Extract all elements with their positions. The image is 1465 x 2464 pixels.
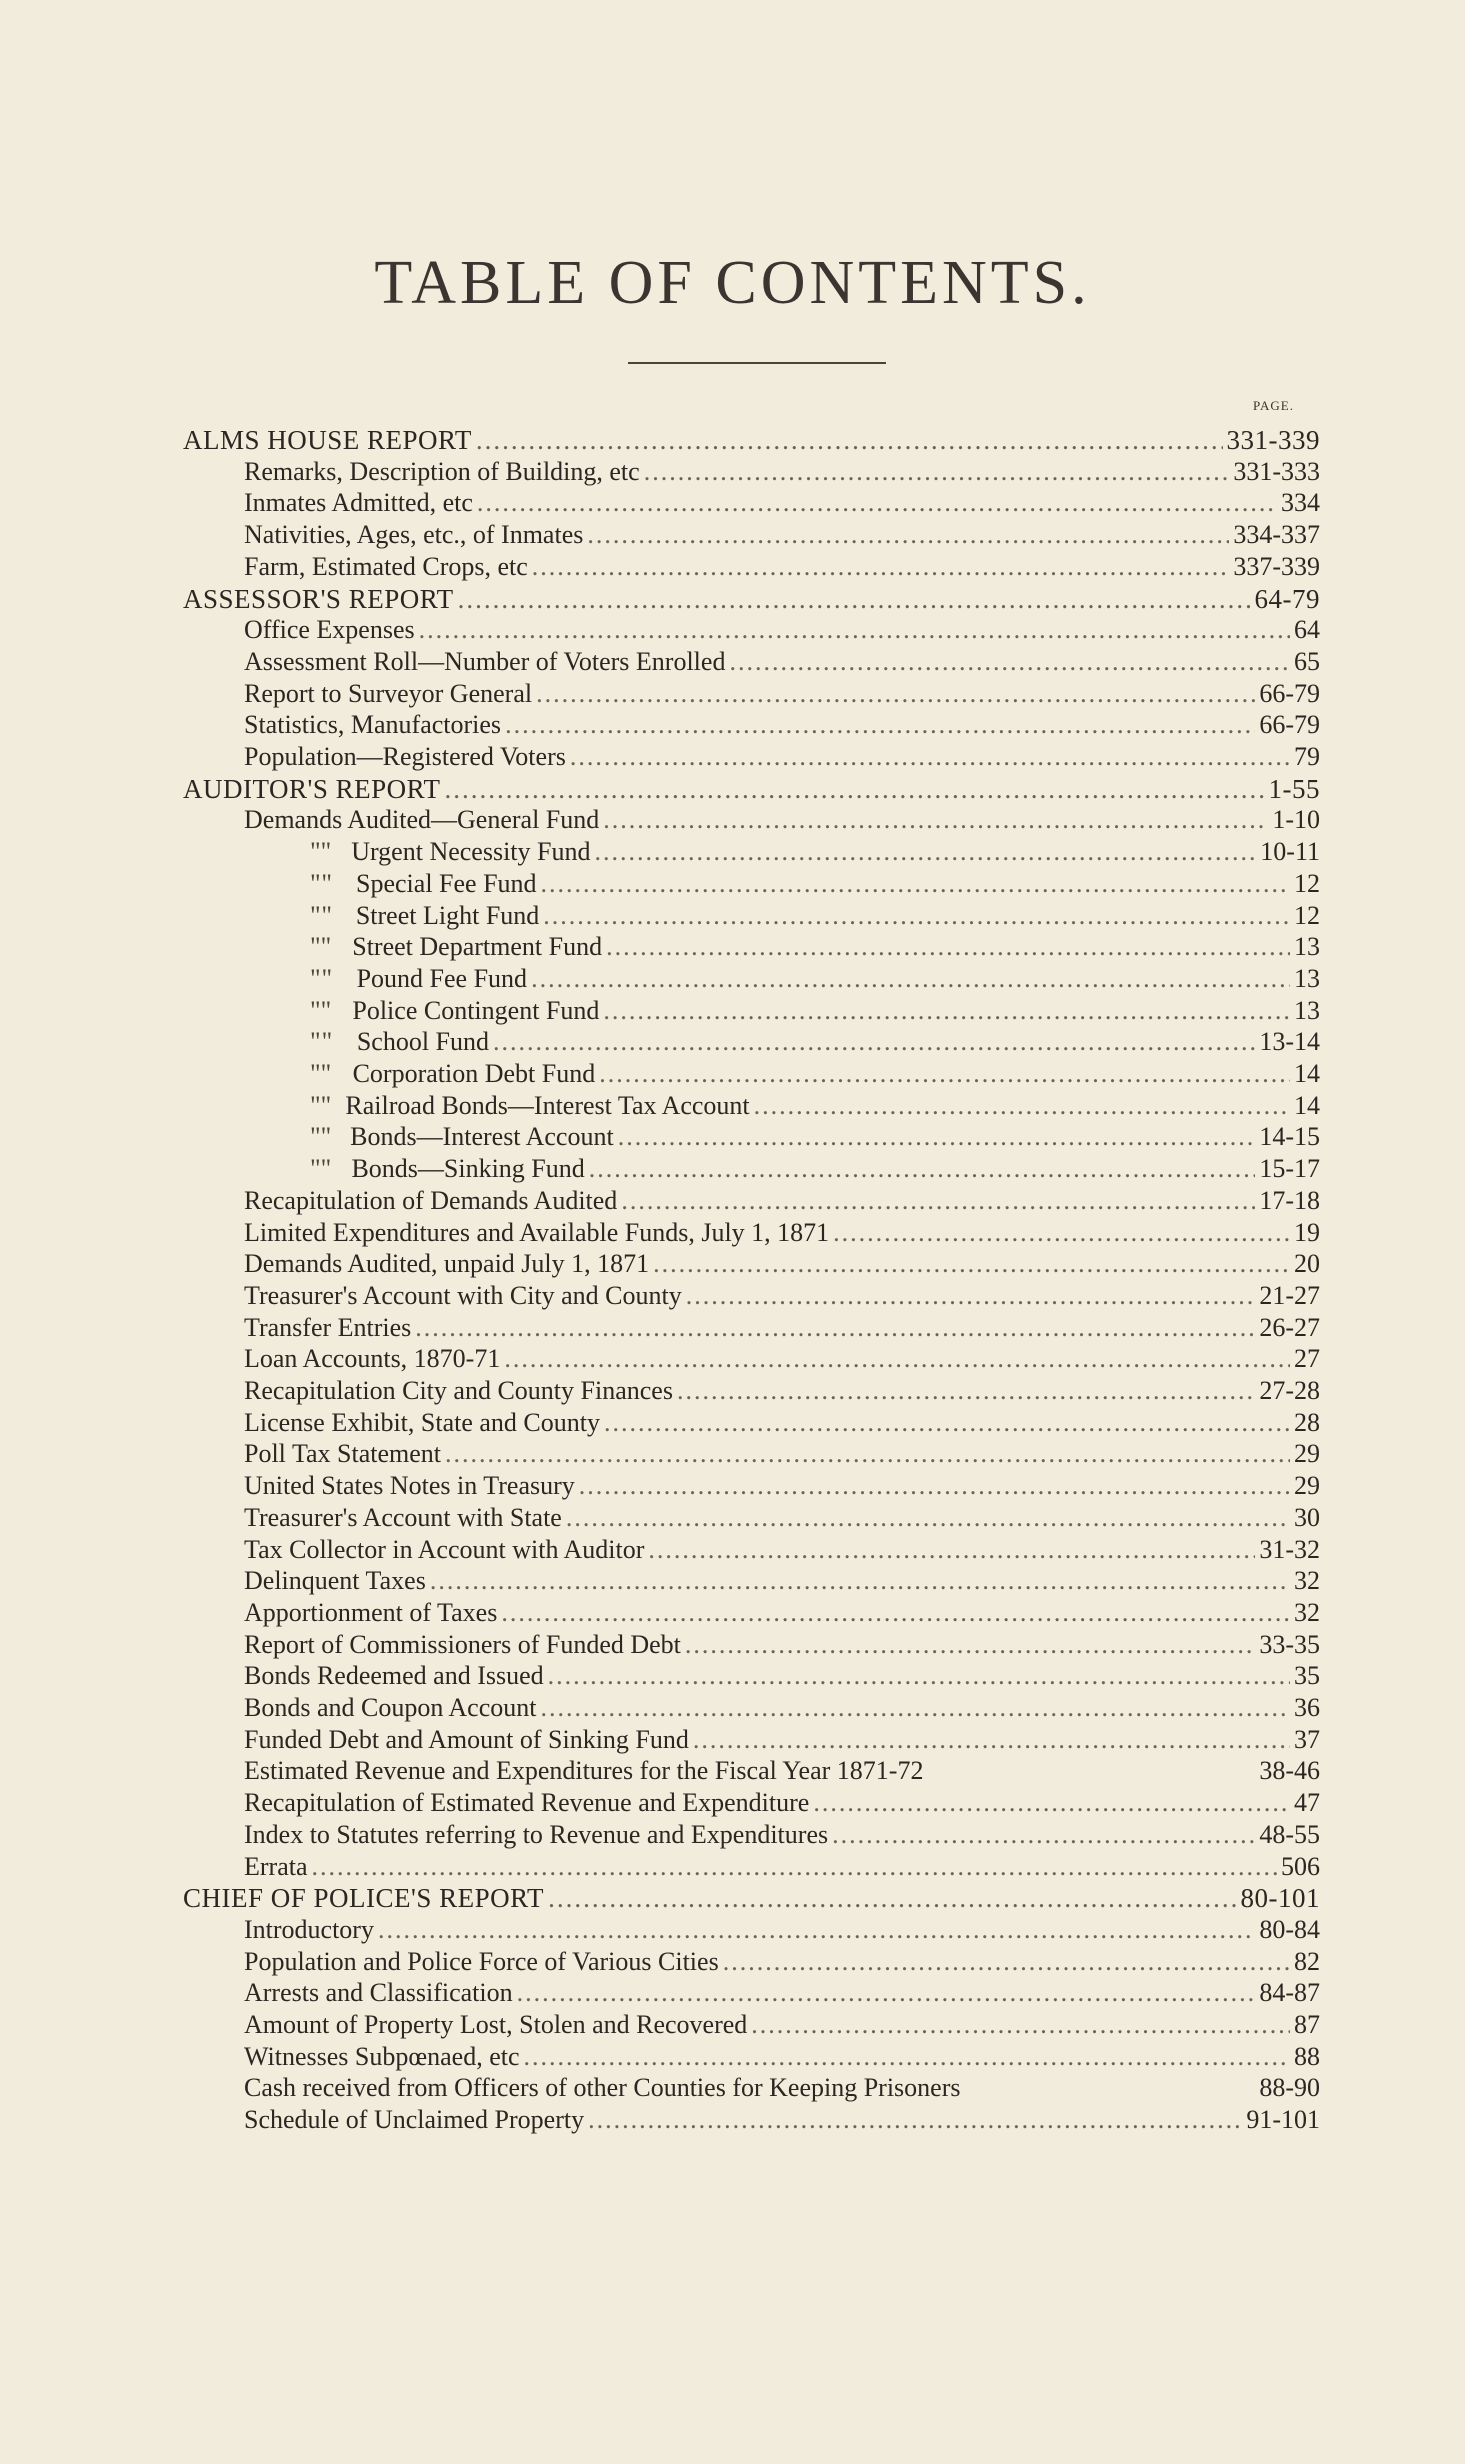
dot-leader — [653, 1248, 1290, 1280]
entry-title: Urgent Necessity Fund — [351, 837, 591, 867]
entry-pages: 37 — [1294, 1724, 1320, 1754]
dot-leader — [621, 1185, 1255, 1217]
toc-entry-row — [244, 1977, 1320, 2009]
entry-title: Assessment Roll—Number of Voters Enrolled — [244, 646, 726, 676]
toc-entry-row — [244, 1724, 1320, 1756]
section-pages: 1-55 — [1268, 773, 1320, 804]
entry-pages: 82 — [1294, 1946, 1320, 1976]
dot-leader — [517, 1977, 1256, 2009]
toc-entry-row — [244, 646, 1320, 678]
toc-entry-row — [244, 1629, 1320, 1661]
entry-pages: 10-11 — [1260, 837, 1320, 867]
toc-section-row — [183, 773, 1320, 805]
entry-pages: 27-28 — [1259, 1376, 1320, 1405]
dot-leader — [532, 551, 1230, 583]
toc-entry-row — [244, 1375, 1320, 1407]
entry-pages: 29 — [1294, 1471, 1320, 1501]
toc-entry-row — [244, 995, 1320, 1027]
toc-section-row — [183, 583, 1320, 615]
dot-leader — [504, 1343, 1290, 1375]
dot-leader — [603, 995, 1290, 1027]
entry-title: Demands Audited—General Fund — [244, 805, 600, 835]
dot-leader — [524, 2041, 1290, 2073]
ditto-mark: " — [320, 932, 332, 962]
dot-leader — [686, 1280, 1256, 1312]
dot-leader — [548, 1882, 1236, 1914]
toc-entry-row — [244, 678, 1320, 710]
toc-entry-row — [244, 1819, 1320, 1851]
entry-title: Street Light Fund — [355, 900, 540, 930]
entry-title: United States Notes in Treasury — [244, 1471, 575, 1501]
toc-entry-row — [244, 1946, 1320, 1978]
entry-title: Introductory — [244, 1914, 374, 1944]
entry-title: Railroad Bonds—Interest Tax Account — [345, 1090, 750, 1120]
ditto-mark: " — [321, 1027, 333, 1057]
dot-leader — [378, 1914, 1255, 1946]
entry-title: Witnesses Subpœnaed, etc — [244, 2041, 520, 2071]
toc-entry-row — [244, 900, 1320, 932]
toc-entry-row — [244, 1312, 1320, 1344]
entry-title: Population and Police Force of Various Cities — [244, 1946, 719, 1976]
ditto-mark: " — [310, 1027, 321, 1057]
ditto-mark: " — [310, 995, 321, 1025]
dot-leader — [685, 1629, 1255, 1661]
entry-title: Special Fee Fund — [356, 868, 537, 898]
dot-leader — [603, 804, 1268, 836]
entry-pages: 64 — [1294, 615, 1320, 645]
entry-pages: 15-17 — [1259, 1154, 1320, 1184]
toc-entry-row — [244, 1851, 1320, 1883]
entry-title: Bonds Redeemed and Issued — [244, 1661, 544, 1691]
entry-title: Delinquent Taxes — [244, 1566, 426, 1596]
dot-leader — [415, 1312, 1255, 1344]
entry-title: Bonds—Interest Account — [350, 1122, 614, 1152]
entry-pages: 506 — [1281, 1851, 1320, 1881]
dot-leader — [595, 836, 1257, 868]
entry-pages: 88 — [1294, 2041, 1320, 2071]
dot-leader — [541, 868, 1290, 900]
entry-title: Police Contingent Fund — [352, 995, 600, 1025]
toc-entry-row — [244, 1090, 1320, 1122]
entry-pages: 36 — [1294, 1693, 1320, 1722]
dot-leader — [813, 1787, 1290, 1819]
entry-pages: 26-27 — [1259, 1312, 1320, 1342]
toc-entry-row — [244, 551, 1320, 583]
entry-pages: 14 — [1294, 1090, 1320, 1120]
toc-entry-row — [244, 1185, 1320, 1217]
ditto-mark: " — [310, 1122, 321, 1152]
entry-pages: 66-79 — [1259, 710, 1320, 740]
toc-entry-row — [244, 709, 1320, 741]
entry-title: Poll Tax Statement — [244, 1439, 442, 1469]
entry-pages: 334 — [1281, 488, 1320, 518]
toc-entry-row — [244, 1026, 1320, 1058]
toc-entry-row — [244, 2009, 1320, 2041]
toc-entry-row — [244, 614, 1320, 646]
ditto-mark: " — [321, 963, 333, 993]
toc-entry-row — [244, 1343, 1320, 1375]
entry-pages: 1-10 — [1272, 805, 1320, 835]
toc-section-row — [183, 424, 1320, 456]
dot-leader — [493, 1026, 1255, 1058]
entry-pages: 337-339 — [1233, 551, 1320, 581]
dot-leader — [570, 741, 1290, 773]
ditto-mark: " — [320, 1122, 332, 1152]
toc-entry-row — [244, 2041, 1320, 2073]
ditto-mark: " — [320, 995, 332, 1025]
entry-pages: 334-337 — [1233, 520, 1320, 550]
ditto-mark: " — [320, 1154, 332, 1184]
title-rule — [628, 362, 886, 364]
toc-section-row — [183, 1882, 1320, 1914]
entry-pages: 29 — [1294, 1439, 1320, 1469]
toc-entry-row — [244, 1280, 1320, 1312]
dot-leader — [599, 1058, 1290, 1090]
ditto-mark: " — [310, 868, 321, 898]
dot-leader — [541, 1692, 1291, 1724]
entry-title: Loan Accounts, 1870-71 — [244, 1344, 501, 1374]
entry-pages: 32 — [1294, 1566, 1320, 1596]
entry-title: Amount of Property Lost, Stolen and Recovered — [244, 2010, 748, 2039]
dot-leader — [606, 931, 1290, 963]
dot-leader — [589, 1153, 1256, 1185]
entry-title: Recapitulation of Demands Audited — [244, 1185, 618, 1215]
toc-entry-row — [244, 1438, 1320, 1470]
page-title: TABLE OF CONTENTS. — [374, 249, 1091, 317]
dot-leader — [566, 1502, 1290, 1534]
toc-entry-row — [244, 868, 1320, 900]
entry-title: Schedule of Unclaimed Property — [244, 2105, 585, 2135]
entry-pages: 47 — [1294, 1788, 1320, 1818]
toc-entry-row — [244, 1787, 1320, 1819]
entry-title: Errata — [244, 1851, 308, 1881]
entry-title: Report of Commissioners of Funded Debt — [244, 1629, 681, 1659]
entry-pages: 13 — [1294, 932, 1320, 962]
entry-title: Statistics, Manufactories — [244, 710, 502, 740]
entry-pages: 35 — [1294, 1661, 1320, 1691]
toc-entry-row — [244, 1755, 1320, 1787]
entry-pages: 14-15 — [1259, 1122, 1320, 1152]
toc-entry-row — [244, 1660, 1320, 1692]
entry-pages: 13 — [1294, 995, 1320, 1025]
ditto-mark: " — [310, 932, 321, 962]
dot-leader — [419, 614, 1290, 646]
entry-title: Nativities, Ages, etc., of Inmates — [244, 520, 584, 550]
dot-leader — [312, 1851, 1277, 1883]
dot-leader — [458, 583, 1251, 615]
dot-leader — [604, 1407, 1290, 1439]
entry-pages: 27 — [1294, 1344, 1320, 1374]
ditto-mark: " — [310, 900, 321, 930]
ditto-mark: " — [310, 1090, 321, 1120]
dot-leader — [476, 424, 1223, 456]
toc-entry-row — [244, 836, 1320, 868]
entry-pages: 80-84 — [1259, 1914, 1320, 1944]
dot-leader — [832, 1819, 1255, 1851]
toc-entry-row — [244, 931, 1320, 963]
entry-title: Treasurer's Account with City and County — [244, 1280, 682, 1310]
entry-title: Bonds—Sinking Fund — [351, 1154, 585, 1184]
entry-title: Index to Statutes referring to Revenue and Expenditures — [244, 1819, 829, 1849]
entry-title: Pound Fee Fund — [356, 963, 528, 993]
dot-leader — [505, 709, 1255, 741]
entry-title: Arrests and Classification — [244, 1978, 513, 2008]
entry-title: Apportionment of Taxes — [244, 1597, 498, 1627]
entry-pages: 17-18 — [1259, 1185, 1320, 1215]
dot-leader — [693, 1724, 1290, 1756]
entry-pages: 38-46 — [1259, 1756, 1320, 1786]
entry-title: Tax Collector in Account with Auditor — [244, 1534, 645, 1564]
entry-title: Street Department Fund — [352, 932, 603, 962]
ditto-mark: " — [320, 1090, 332, 1120]
entry-pages: 66-79 — [1259, 678, 1320, 708]
toc-entry-row — [244, 1534, 1320, 1566]
toc-entry-row — [244, 741, 1320, 773]
entry-pages: 12 — [1293, 900, 1320, 930]
section-title: CHIEF OF POLICE'S REPORT — [183, 1883, 545, 1914]
dot-leader — [751, 2009, 1290, 2041]
entry-title: Cash received from Officers of other Counties for Keeping Prisoners — [244, 2073, 961, 2103]
entry-title: Transfer Entries — [244, 1312, 412, 1342]
dot-leader — [477, 487, 1277, 519]
toc-entry-row — [244, 1597, 1320, 1629]
entry-pages: 30 — [1294, 1502, 1320, 1532]
dot-leader — [501, 1597, 1290, 1629]
entry-title: School Fund — [356, 1027, 490, 1057]
ditto-mark: " — [310, 963, 321, 993]
entry-pages: 331-333 — [1233, 456, 1320, 486]
entry-pages: 12 — [1293, 868, 1320, 898]
section-pages: 80-101 — [1240, 1883, 1320, 1914]
toc-entry-row — [244, 1217, 1320, 1249]
entry-pages: 13 — [1293, 963, 1320, 993]
entry-title: Office Expenses — [244, 615, 415, 645]
dot-leader — [588, 2104, 1242, 2136]
page-column-header: PAGE. — [1252, 398, 1294, 413]
entry-title: Remarks, Description of Building, etc — [244, 456, 640, 486]
entry-title: Recapitulation of Estimated Revenue and Expenditure — [244, 1788, 810, 1818]
entry-pages: 21-27 — [1259, 1280, 1320, 1310]
dot-leader — [548, 1660, 1290, 1692]
entry-pages: 19 — [1294, 1217, 1320, 1247]
section-pages: 331-339 — [1226, 425, 1320, 455]
dot-leader — [677, 1375, 1255, 1407]
toc-entry-row — [244, 1248, 1320, 1280]
dot-leader — [587, 519, 1229, 551]
dot-leader — [445, 1438, 1290, 1470]
toc-entry-row — [244, 1502, 1320, 1534]
entry-pages: 91-101 — [1246, 2105, 1320, 2135]
ditto-mark: " — [310, 837, 321, 867]
entry-title: Bonds and Coupon Account — [244, 1693, 537, 1722]
dot-leader — [729, 646, 1290, 678]
entry-title: Report to Surveyor General — [244, 678, 533, 708]
dot-leader — [723, 1946, 1290, 1978]
ditto-mark: " — [320, 1059, 332, 1088]
ditto-mark: " — [321, 900, 332, 930]
toc-entry-row — [244, 1914, 1320, 1946]
toc-entry-row — [244, 1470, 1320, 1502]
dot-leader — [833, 1217, 1290, 1249]
dot-leader — [543, 900, 1290, 932]
toc-entry-row — [244, 519, 1320, 551]
section-title: AUDITOR'S REPORT — [183, 773, 441, 804]
toc-entry-row — [244, 1058, 1320, 1090]
entry-title: Corporation Debt Fund — [352, 1059, 596, 1088]
toc-entry-row — [244, 1407, 1320, 1439]
dot-leader — [579, 1470, 1290, 1502]
section-title: ALMS HOUSE REPORT — [183, 425, 472, 455]
toc-entry-row — [244, 2072, 1320, 2104]
entry-pages: 20 — [1294, 1249, 1320, 1279]
ditto-mark: " — [310, 1154, 321, 1184]
dot-leader — [644, 456, 1230, 488]
entry-title: Population—Registered Voters — [244, 742, 566, 771]
entry-title: Treasurer's Account with State — [244, 1502, 562, 1532]
section-pages: 64-79 — [1254, 583, 1320, 614]
entry-title: Funded Debt and Amount of Sinking Fund — [244, 1724, 689, 1754]
dot-leader — [445, 773, 1265, 805]
dot-leader — [618, 1121, 1256, 1153]
entry-title: Limited Expenditures and Available Funds, July 1, 1871 — [244, 1217, 830, 1247]
entry-title: License Exhibit, State and County — [244, 1407, 600, 1437]
entry-pages: 79 — [1294, 742, 1320, 771]
entry-pages: 33-35 — [1259, 1629, 1320, 1659]
entry-title: Demands Audited, unpaid July 1, 1871 — [244, 1249, 650, 1279]
dot-leader — [648, 1534, 1255, 1566]
dot-leader — [536, 678, 1255, 710]
section-title: ASSESSOR'S REPORT — [183, 583, 454, 614]
toc-entry-row — [244, 1121, 1320, 1153]
entry-pages: 88-90 — [1259, 2073, 1320, 2103]
entry-title: Inmates Admitted, etc — [244, 488, 473, 518]
toc-entry-row — [244, 963, 1320, 995]
ditto-mark: " — [321, 868, 332, 898]
toc-entry-row — [244, 2104, 1320, 2136]
toc-entry-row — [244, 1153, 1320, 1185]
ditto-mark: " — [310, 1059, 321, 1088]
toc-entry-row — [244, 1692, 1320, 1724]
toc-entry-row — [244, 1565, 1320, 1597]
entry-pages: 31-32 — [1259, 1534, 1320, 1564]
entry-pages: 48-55 — [1259, 1819, 1320, 1849]
toc-entry-row — [244, 456, 1320, 488]
entry-title: Farm, Estimated Crops, etc — [244, 551, 528, 581]
entry-pages: 13-14 — [1259, 1027, 1321, 1057]
entry-pages: 14 — [1294, 1059, 1320, 1088]
toc-entry-row — [244, 487, 1320, 519]
entry-title: Recapitulation City and County Finances — [244, 1376, 673, 1405]
entry-pages: 28 — [1294, 1407, 1320, 1437]
entry-pages: 87 — [1294, 2010, 1320, 2039]
entry-pages: 84-87 — [1259, 1978, 1320, 2008]
dot-leader — [430, 1565, 1290, 1597]
toc-entry-row — [244, 804, 1320, 836]
entry-pages: 32 — [1294, 1597, 1320, 1627]
dot-leader — [754, 1090, 1290, 1122]
entry-pages: 65 — [1294, 646, 1320, 676]
ditto-mark: " — [320, 837, 332, 867]
dot-leader — [531, 963, 1290, 995]
entry-title: Estimated Revenue and Expenditures for the Fiscal Year 1871-72 — [244, 1756, 924, 1786]
